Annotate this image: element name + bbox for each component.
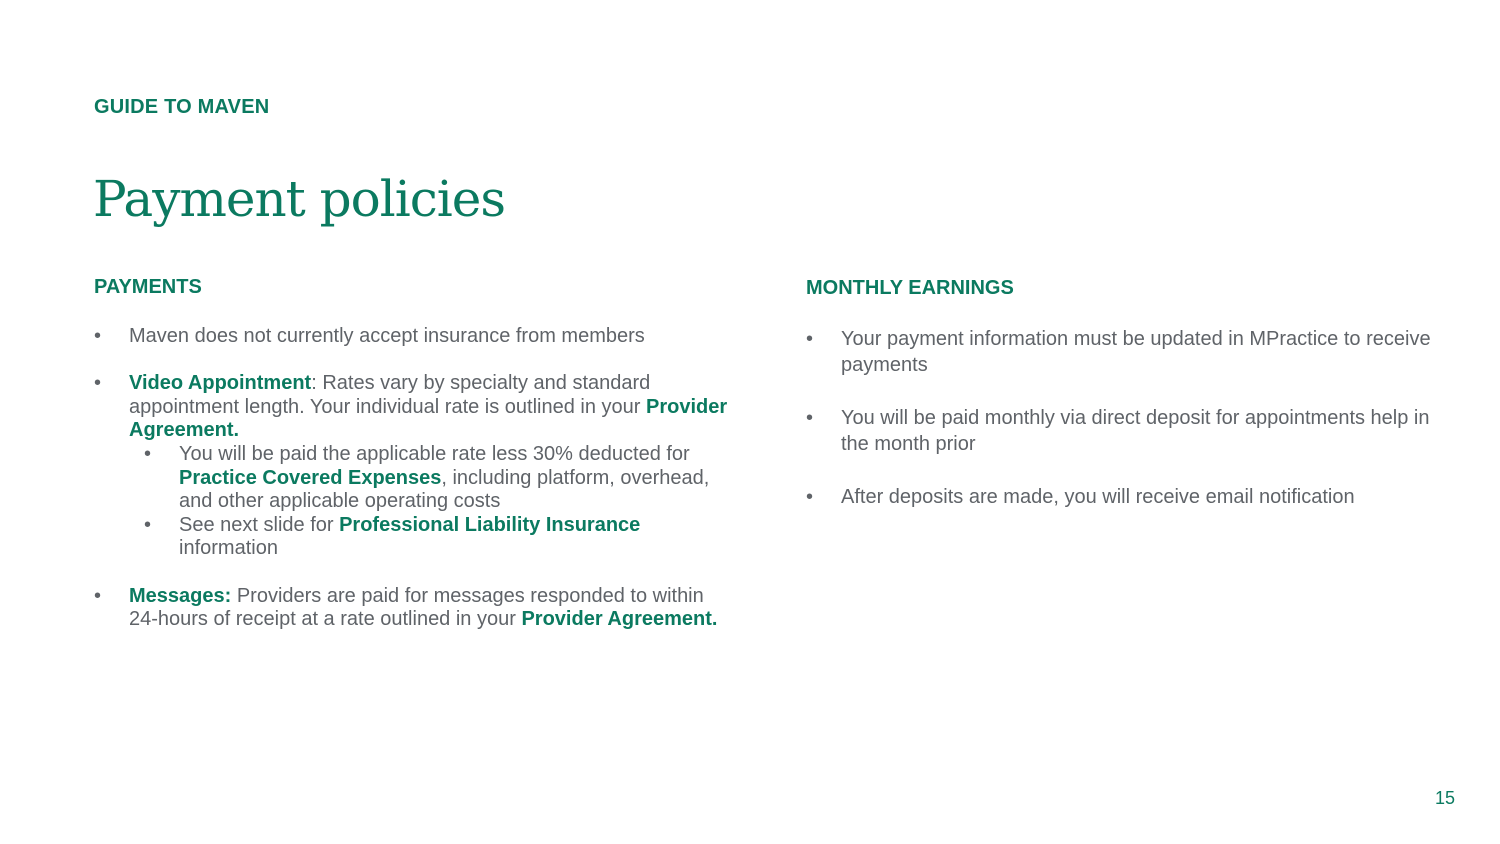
video-appointment-text: : Rates vary by specialty and standard appointment length. Your individual rate is outlined in your xyxy=(129,372,651,418)
provider-agreement-link: Provider Agreement. xyxy=(129,395,728,442)
sub-item-text: See next slide for xyxy=(179,513,340,536)
earnings-heading: MONTHLY EARNINGS xyxy=(806,277,1014,299)
messages-text: Providers are paid for messages responded to within 24-hours of receipt at a rate outlined in your xyxy=(129,584,704,631)
list-item xyxy=(806,326,1446,378)
earnings-item-payment-info: Your payment information must be updated in MPractice to receive payments xyxy=(841,328,1431,376)
list-item xyxy=(94,585,734,632)
practice-covered-expenses-link: Practice Covered Expenses xyxy=(179,466,442,489)
earnings-item-direct-deposit: You will be paid monthly via direct deposit for appointments help in the month prior xyxy=(841,407,1430,455)
earnings-list xyxy=(806,326,1446,510)
list-item xyxy=(94,325,734,349)
page-title: Payment policies xyxy=(93,170,505,228)
payments-heading: PAYMENTS xyxy=(94,276,202,298)
messages-label: Messages: xyxy=(129,584,232,607)
payments-list xyxy=(94,325,734,632)
brand-label: GUIDE TO MAVEN xyxy=(94,96,270,118)
sub-list-item xyxy=(129,514,734,561)
professional-liability-insurance-link: Professional Liability Insurance xyxy=(339,513,641,536)
provider-agreement-link: Provider Agreement. xyxy=(521,608,718,631)
page-number: 15 xyxy=(1434,788,1455,808)
sub-list-item xyxy=(129,443,734,514)
earnings-section xyxy=(806,277,1446,537)
list-item xyxy=(806,484,1446,510)
sub-item-text: , including platform, overhead, and other applicable operating costs xyxy=(179,466,710,513)
sub-item-text: You will be paid the applicable rate less 30% deducted for xyxy=(179,442,690,465)
list-item xyxy=(94,372,734,443)
sub-item-text: information xyxy=(179,537,278,560)
payments-section xyxy=(94,276,734,655)
video-appointment-label: Video Appointment xyxy=(129,372,312,395)
earnings-item-email-notification: After deposits are made, you will receive email notification xyxy=(841,486,1355,508)
list-item xyxy=(806,405,1446,457)
payments-item-insurance: Maven does not currently accept insurance from members xyxy=(129,325,645,347)
